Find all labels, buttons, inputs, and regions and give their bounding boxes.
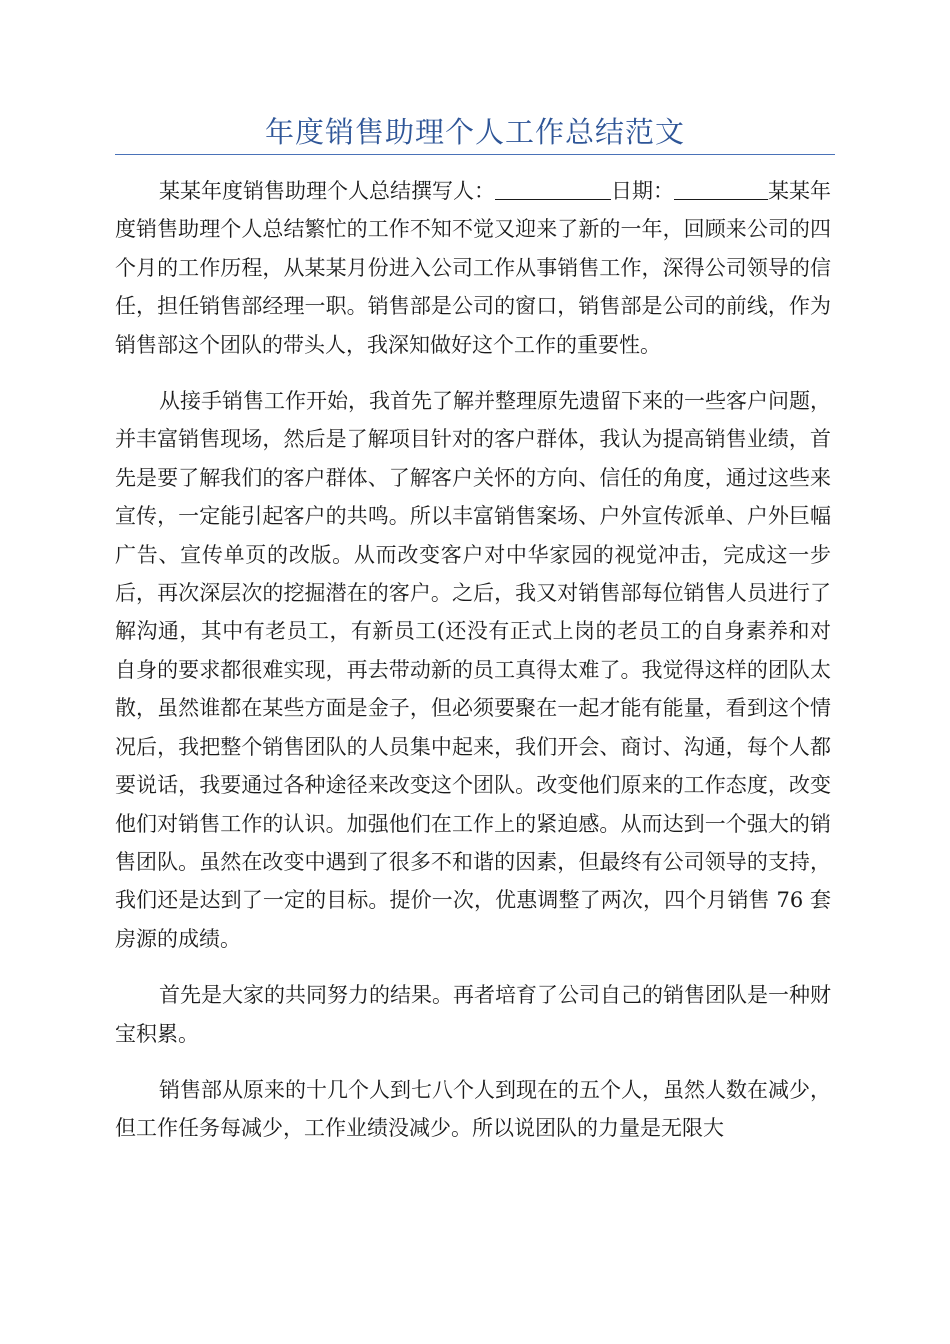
- title-underline: [115, 154, 835, 155]
- document-body: [115, 172, 831, 1166]
- writer-blank: [495, 179, 611, 200]
- body-paragraph-1: 从接手销售工作开始，我首先了解并整理原先遗留下来的一些客户问题，并丰富销售现场，然后是了解项目针对的客户群体，我认为提高销售业绩，首先是要了解我们的客户群体、了解客户关怀的方向、信任的角度，通过这些来宣传，一定能引起客户的共鸣。所以丰富销售案场、户外宣传派单、户外巨幅广告、宣传单页的改版。从而改变客户对中华家园的视觉冲击，完成这一步后，再次深层次的挖掘潜在的客户。之后，我又对销售部每位销售人员进行了解沟通，其中有老员工，有新员工(还没有正式上岗的老员工的自身素养和对自身的要求都很难实现，再去带动新的员工真得太难了。我觉得这样的团队太散，虽然谁都在某些方面是金子，但必须要聚在一起才能有能量，看到这个情况后，我把整个销售团队的人员集中起来，我们开会、商讨、沟通，每个人都要说话，我要通过各种途径来改变这个团队。改变他们原来的工作态度，改变他们对销售工作的认识。加强他们在工作上的紧迫感。从而达到一个强大的销售团队。虽然在改变中遇到了很多不和谐的因素，但最终有公司领导的支持，我们还是达到了一定的目标。提价一次，优惠调整了两次，四个月销售 76 套房源的成绩。: [115, 389, 831, 951]
- date-blank: [674, 179, 768, 200]
- date-label: 日期：: [611, 179, 674, 203]
- writer-label: 某某年度销售助理个人总结撰写人：: [159, 179, 495, 203]
- intro-text: 某某年度销售助理个人总结繁忙的工作不知不觉又迎来了新的一年，回顾来公司的四个月的工作历程，从某某月份进入公司工作从事销售工作，深得公司领导的信任，担任销售部经理一职。销售部是公司的窗口，销售部是公司的前线，作为销售部这个团队的带头人，我深知做好这个工作的重要性。: [115, 179, 831, 357]
- body-paragraph-2: 首先是大家的共同努力的结果。再者培育了公司自己的销售团队是一种财宝积累。: [115, 983, 831, 1046]
- intro-paragraph: [115, 172, 831, 364]
- body-paragraph-3: 销售部从原来的十几个人到七八个人到现在的五个人，虽然人数在减少，但工作任务每减少，工作业绩没减少。所以说团队的力量是无限大: [115, 1077, 831, 1141]
- document-title: 年度销售助理个人工作总结范文: [264, 115, 685, 149]
